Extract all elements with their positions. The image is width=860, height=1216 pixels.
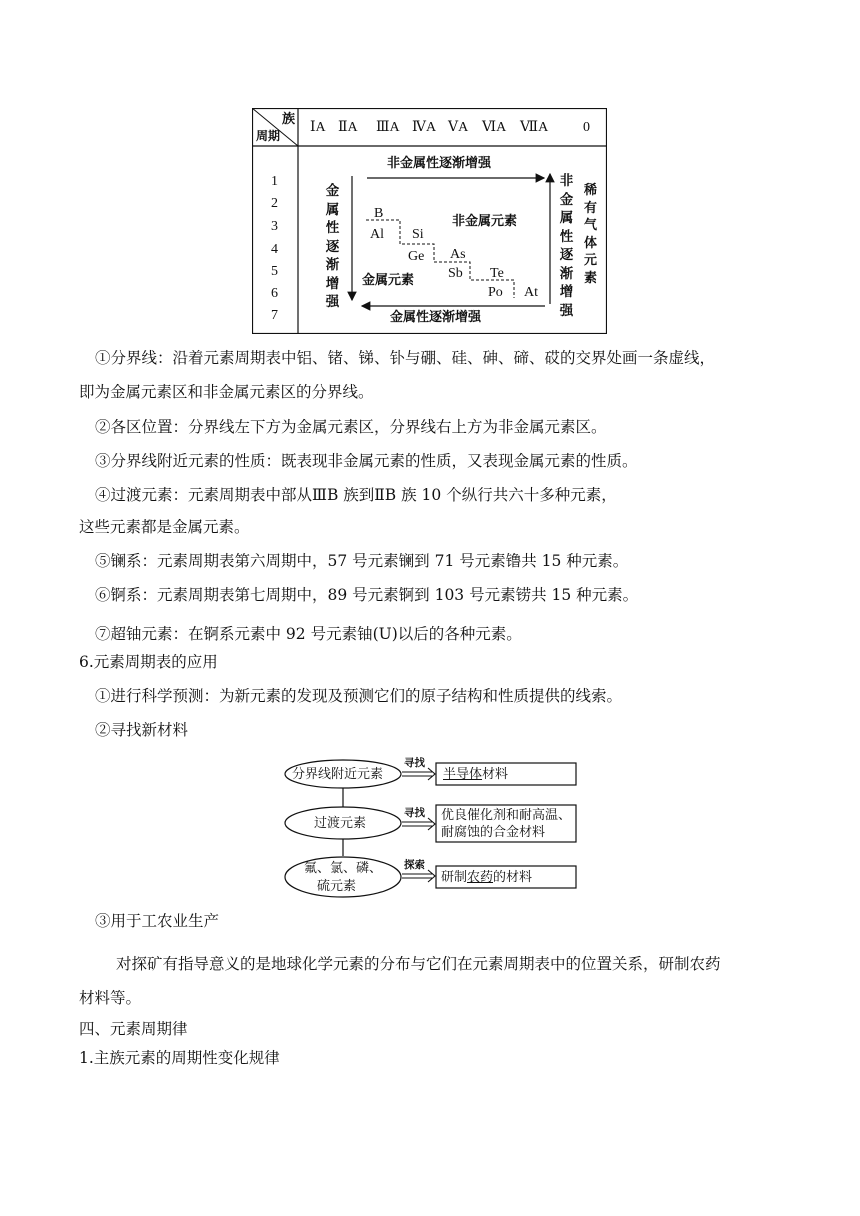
flow-node-halogens-line1: 氟、氯、磷、 bbox=[304, 861, 383, 876]
element-symbol: At bbox=[524, 285, 538, 300]
element-symbol: B bbox=[374, 206, 384, 221]
metal-region-label: 金属元素 bbox=[362, 273, 415, 288]
element-symbol: Sb bbox=[448, 266, 463, 281]
group-label: ⅣA bbox=[412, 120, 437, 135]
transition-elements-paragraph-line1: ④过渡元素：元素周期表中部从ⅢB 族到ⅡB 族 10 个纵行共六十多种元素， bbox=[95, 486, 617, 504]
group-label: ⅤA bbox=[448, 120, 469, 135]
element-symbol: Si bbox=[412, 227, 424, 242]
period-label: 1 bbox=[271, 174, 278, 189]
section-heading-periodic-law: 四、元素周期律 bbox=[79, 1020, 188, 1038]
element-symbol: Te bbox=[490, 266, 504, 281]
element-symbol: Ge bbox=[408, 249, 425, 264]
actinides-paragraph: ⑥锕系：元素周期表第七周期中，89 号元素锕到 103 号元素铹共 15 种元素。 bbox=[95, 586, 639, 604]
flow-node-transition-elements: 过渡元素 bbox=[314, 816, 367, 831]
group-label: ⅢA bbox=[376, 120, 400, 135]
group-label: ⅡA bbox=[338, 120, 358, 135]
flow-arrow-label: 寻找 bbox=[404, 757, 425, 769]
element-symbol: Po bbox=[488, 285, 503, 300]
subsection-heading-main-group: 1.主族元素的周期性变化规律 bbox=[79, 1049, 280, 1067]
flow-result-pesticide bbox=[441, 871, 532, 884]
flow-node-halogens-line2: 硫元素 bbox=[317, 879, 357, 894]
flow-node-boundary-elements: 分界线附近元素 bbox=[292, 767, 384, 782]
group-header-label: 族 bbox=[282, 111, 296, 126]
group-label: ⅦA bbox=[520, 120, 549, 135]
group-label: ⅠA bbox=[310, 120, 326, 135]
application-industry-agriculture: ③用于工农业生产 bbox=[95, 912, 220, 930]
application-new-materials: ②寻找新材料 bbox=[95, 721, 189, 739]
flow-result-catalyst-line2: 耐腐蚀的合金材料 bbox=[441, 825, 546, 840]
result-suffix: 的材料 bbox=[493, 870, 533, 885]
lanthanides-paragraph: ⑤镧系：元素周期表第六周期中，57 号元素镧到 71 号元素镥共 15 种元素。 bbox=[95, 552, 629, 570]
result-suffix: 材料 bbox=[482, 767, 509, 782]
boundary-line-paragraph-line2: 即为金属元素区和非金属元素区的分界线。 bbox=[79, 383, 374, 401]
right-arrow-label: 非金属性逐渐增强 bbox=[559, 173, 574, 319]
period-header-label: 周期 bbox=[256, 129, 281, 143]
periodic-table-lines bbox=[252, 108, 607, 334]
period-label: 3 bbox=[271, 219, 278, 234]
noble-gas-label: 稀有气体元素 bbox=[583, 183, 597, 286]
transuranium-paragraph: ⑦超铀元素：在锕系元素中 92 号元素铀(U)以后的各种元素。 bbox=[95, 625, 522, 643]
group-label: ⅥA bbox=[482, 120, 507, 135]
transition-elements-paragraph-line2: 这些元素都是金属元素。 bbox=[79, 518, 250, 536]
flow-arrow-label: 寻找 bbox=[404, 807, 425, 819]
element-symbol: Al bbox=[370, 227, 384, 242]
section-heading-applications: 6.元素周期表的应用 bbox=[79, 653, 218, 671]
period-label: 2 bbox=[271, 196, 278, 211]
result-prefix: 研制 bbox=[441, 870, 468, 885]
prospecting-paragraph-line1: 对探矿有指导意义的是地球化学元素的分布与它们在元素周期表中的位置关系，研制农药 bbox=[116, 955, 721, 973]
period-label: 4 bbox=[271, 242, 278, 257]
flow-arrow-label: 探索 bbox=[404, 859, 425, 871]
flow-result-catalyst-line1: 优良催化剂和耐高温、 bbox=[441, 808, 572, 823]
group-label: 0 bbox=[583, 120, 590, 135]
prospecting-paragraph-line2: 材料等。 bbox=[79, 989, 142, 1007]
flow-result-semiconductor bbox=[443, 768, 508, 781]
left-arrow-label: 金属性逐渐增强 bbox=[325, 183, 340, 310]
nonmetal-region-label: 非金属元素 bbox=[452, 214, 518, 229]
application-prediction: ①进行科学预测：为新元素的发现及预测它们的原子结构和性质提供的线索。 bbox=[95, 687, 623, 705]
top-arrow-label: 非金属性逐渐增强 bbox=[387, 156, 492, 171]
underlined-term: 半导体 bbox=[443, 767, 483, 782]
boundary-elements-property-paragraph: ③分界线附近元素的性质：既表现非金属元素的性质，又表现金属元素的性质。 bbox=[95, 452, 638, 470]
region-position-paragraph: ②各区位置：分界线左下方为金属元素区，分界线右上方为非金属元素区。 bbox=[95, 418, 607, 436]
period-label: 6 bbox=[271, 286, 278, 301]
period-label: 7 bbox=[271, 308, 278, 323]
periodic-table-figure bbox=[252, 108, 607, 334]
element-symbol: As bbox=[450, 247, 466, 262]
period-label: 5 bbox=[271, 264, 278, 279]
underlined-term: 农药 bbox=[467, 870, 494, 885]
new-materials-diagram bbox=[283, 756, 583, 901]
boundary-line-paragraph-line1: ①分界线：沿着元素周期表中铝、锗、锑、钋与硼、硅、砷、碲、砹的交界处画一条虚线， bbox=[95, 349, 716, 367]
bottom-arrow-label: 金属性逐渐增强 bbox=[390, 310, 482, 325]
